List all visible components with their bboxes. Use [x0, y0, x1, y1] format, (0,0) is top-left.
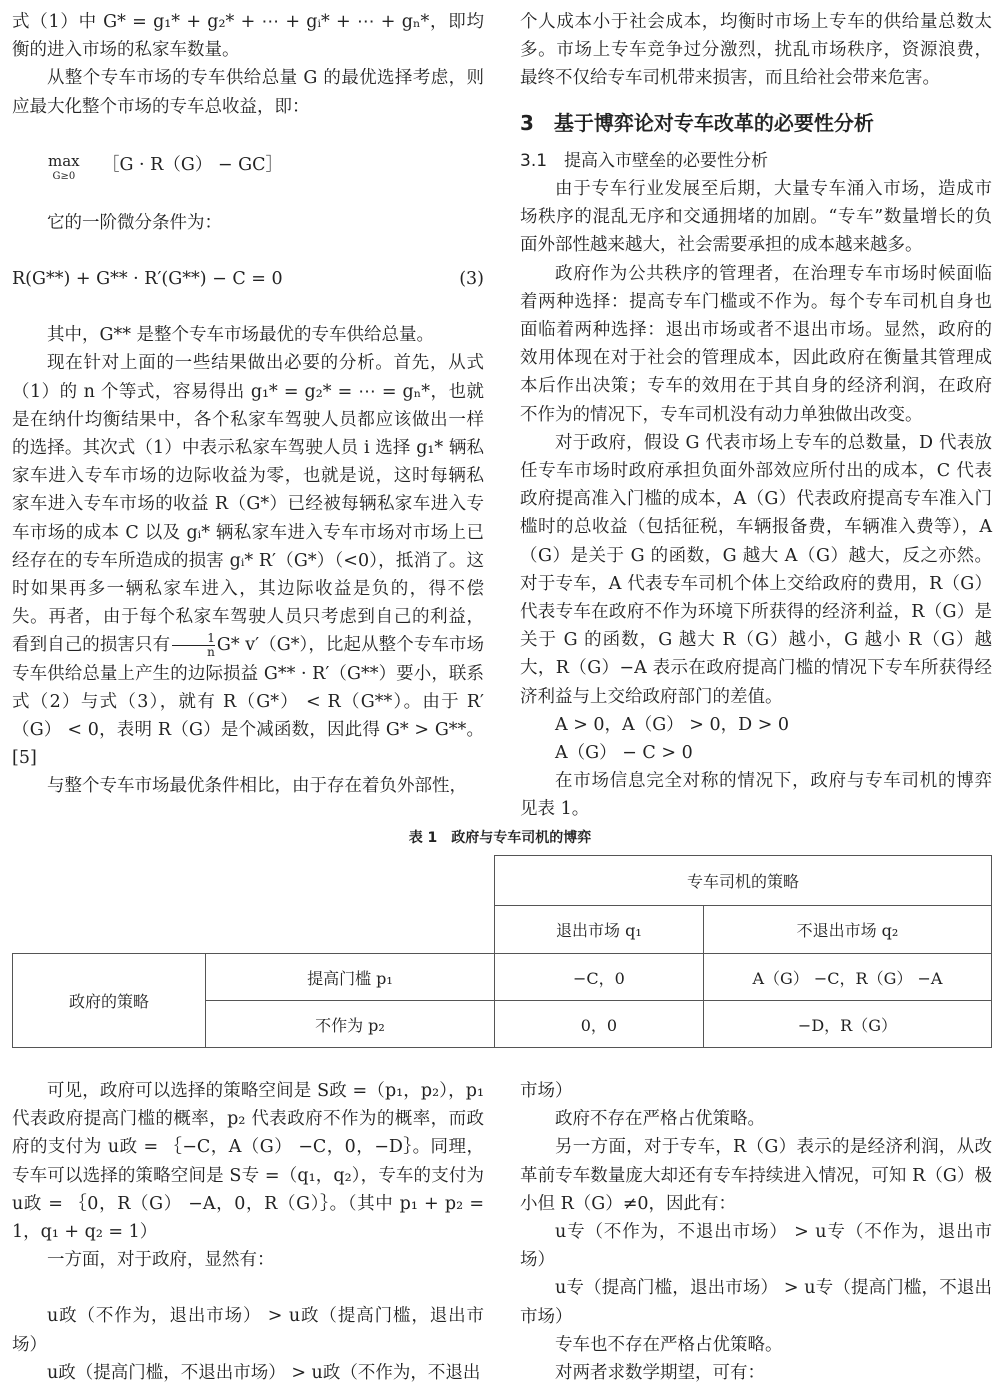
paragraph: 对于政府，假设 G 代表市场上专车的总数量，D 代表放任专车市场时政府承担负面外部效应所付出的成本，C 代表政府提高准入门槛的成本，A（G）代表政府提高专车准入门槛时的总收益（包括征税，车辆报备费，车辆准入费等），A（G）是关于 G 的函数，G 越大 A（G）越大，反之亦然。对于专车，A 代表专车司机个体上交给政府的费用，R（G）代表专车在政府不作为环境下所获得的经济利益，R（G）是关于 G 的函数，G 越大 R（G）越小，G 越小 R（G）越大，R（G）−A 表示在政府提高门槛的情况下专车所获得经济利益与上交给政府部门的差值。: [520, 432, 992, 707]
spacer: [12, 121, 484, 149]
paragraph: 另一方面，对于专车，R（G）表示的是经济利润，从改革前专车数量庞大却还有专车持续进入情况，可知 R（G）极小但 R（G）≠0，因此有：: [520, 1137, 992, 1214]
table-caption: 表 1 政府与专车司机的博弈: [408, 830, 592, 846]
paragraph: 由于专车行业发展至后期，大量专车涌入市场，造成市场秩序的混乱无序和交通拥堵的加剧。“专车”数量增长的负面外部性越来越大，社会需要承担的成本越来越多。: [520, 179, 992, 256]
paragraph: A > 0，A（G） > 0，D > 0: [555, 714, 790, 735]
paragraph: 专车也不存在严格占优策略。: [555, 1334, 783, 1355]
table-cell: A（G） −C，R（G） −A: [703, 954, 991, 1001]
equation-body: R(G**) + G** · R′(G**) − C = 0: [12, 269, 283, 290]
max-label: max: [48, 151, 80, 170]
spacer: [12, 1274, 484, 1302]
max-body: ［G · R（G） − GC］: [102, 154, 283, 175]
paragraph: 在市场信息完全对称的情况下，政府与专车司机的博弈见表 1。: [520, 771, 992, 820]
paragraph: 市场）: [520, 1081, 573, 1101]
table-cell: −D，R（G）: [703, 1001, 991, 1048]
paragraph: A（G） − C > 0: [555, 743, 693, 764]
table-col-header: 退出市场 q₁: [494, 906, 703, 954]
paragraph: 其中，G** 是整个专车市场最优的专车供给总量。: [47, 325, 435, 346]
max-expression: [12, 149, 484, 209]
fraction: [172, 632, 215, 659]
left-column-bottom: [12, 1077, 484, 1387]
paragraph: u政（不作为，退出市场） > u政（提高门槛，退出市场）: [12, 1306, 484, 1355]
spacer: [12, 293, 484, 321]
paragraph: u专（不作为，不退出市场） > u专（不作为，退出市场）: [520, 1222, 992, 1271]
section-title: 3 基于博弈论对专车改革的必要性分析: [520, 110, 874, 135]
game-table: [12, 855, 992, 1048]
right-lead-paragraph: 个人成本小于社会成本，均衡时市场上专车的供给量总数太多。市场上专车竞争过分激烈，扰乱市场秩序，资源浪费，最终不仅给专车司机带来损害，而且给社会带来危害。: [520, 12, 992, 89]
paragraph: 政府作为公共秩序的管理者，在治理专车市场时候面临着两种选择：提高专车门槛或不作为。每个专车司机自身也面临着两种选择：退出市场或者不退出市场。显然，政府的效用体现在对于社会的管理成本，因此政府在衡量其管理成本后作出决策；专车的效用在于其自身的经济利润，在政府不作为的情况下，专车司机没有动力单独做出改变。: [520, 263, 992, 425]
paragraph: 式（1）中 G* = g₁* + g₂* + ⋯ + gᵢ* + ⋯ + gₙ*，即均衡的进入市场的私家车数量。: [12, 12, 484, 61]
paragraph: u专（提高门槛，退出市场） > u专（提高门槛，不退出市场）: [520, 1278, 992, 1327]
table-col-group: 专车司机的策略: [494, 856, 991, 906]
right-column-top: [520, 8, 992, 824]
equation-3: [12, 265, 484, 293]
max-operator: [48, 153, 80, 185]
fraction-denominator: n: [207, 645, 215, 660]
subsection-title: 3.1 提高入市壁垒的必要性分析: [520, 150, 769, 171]
paragraph: 与整个专车市场最优条件相比，由于存在着负外部性，: [47, 776, 467, 797]
table-row-group: 政府的策略: [13, 954, 206, 1048]
right-paragraphs: [520, 175, 992, 824]
paragraph: u政（提高门槛，不退出市场） > u政（不作为，不退出: [47, 1362, 481, 1383]
table-blank-corner: [13, 856, 495, 954]
spacer: [12, 237, 484, 265]
paragraph-continuation: G* v′（G*），比起从整个专车市场专车供给总量上产生的边际损益 G** · R′（G**）要小，联系式（2）与式（3），就有 R（G*） < R（G**）。由于 R′（G） < 0，表明 R（G）是个减函数，因此得 G* > G**。[5]: [12, 635, 484, 769]
max-subscript: G≥0: [52, 170, 76, 182]
paragraph: 对两者求数学期望，可有：: [555, 1363, 765, 1384]
table-cell: −C，0: [494, 954, 703, 1001]
equation-number: (3): [459, 269, 484, 290]
paragraph: 从整个专车市场的专车供给总量 G 的最优选择考虑，则应最大化整个市场的专车总收益，即：: [12, 68, 484, 117]
paragraph: 现在针对上面的一些结果做出必要的分析。首先，从式（1）的 n 个等式，容易得出 g₁* = g₂* = ⋯ = gₙ*，也就是在纳什均衡结果中，各个私家车驾驶人员都应该做出一样的选择。其次式（1）中表示私家车驾驶人员 i 选择 g₁* 辆私家车进入专车市场的边际收益为零，也就是说，这时每辆私家车进入专车市场的收益 R（G*）已经被每辆私家车进入专车市场的成本 C 以及 gᵢ* 辆私家车进入专车市场对市场上已经存在的专车所造成的损害 gᵢ* R′（G*）（<0），抵消了。这时如果再多一辆私家车进入，其边际收益是负的，得不偿失。再者，由于每个私家车驾驶人员只考虑到自己的利益，看到自己的损害只有 $\frac{1}{n}$ G* v′（G*），比起从整个专车市场专车供给总量上产生的边际损益 G** · R′（G**）要小，联系式（2）与式（3），就有 R（G*） < R（G**）。由于 R′（G） < 0，表明 R（G）是个减函数，因此得 G* > G**。[5]: [12, 353, 484, 769]
right-column-bottom: [520, 1077, 992, 1387]
paragraph: 它的一阶微分条件为：: [47, 212, 222, 233]
paragraph: 政府不存在严格占优策略。: [555, 1109, 765, 1130]
fraction-numerator: 1: [172, 632, 215, 646]
table-col-header: 不退出市场 q₂: [703, 906, 991, 954]
paragraph: 一方面，对于政府，显然有：: [47, 1250, 275, 1271]
paragraph: 可见，政府可以选择的策略空间是 S政 =（p₁，p₂），p₁ 代表政府提高门槛的概率，p₂ 代表政府不作为的概率，而政府的支付为 u政 = ｛−C，A（G） −C，0，−D｝。同理，专车可以选择的策略空间是 S专 =（q₁，q₂），专车的支付为 u政 = ｛0，R（G） −A，0，R（G）｝。（其中 p₁ + p₂ = 1，q₁ + q₂ = 1）: [12, 1081, 484, 1243]
left-column-top: [12, 8, 484, 801]
table-row-header: 提高门槛 p₁: [206, 954, 495, 1001]
table-cell: 0，0: [494, 1001, 703, 1048]
table-row-header: 不作为 p₂: [206, 1001, 495, 1048]
